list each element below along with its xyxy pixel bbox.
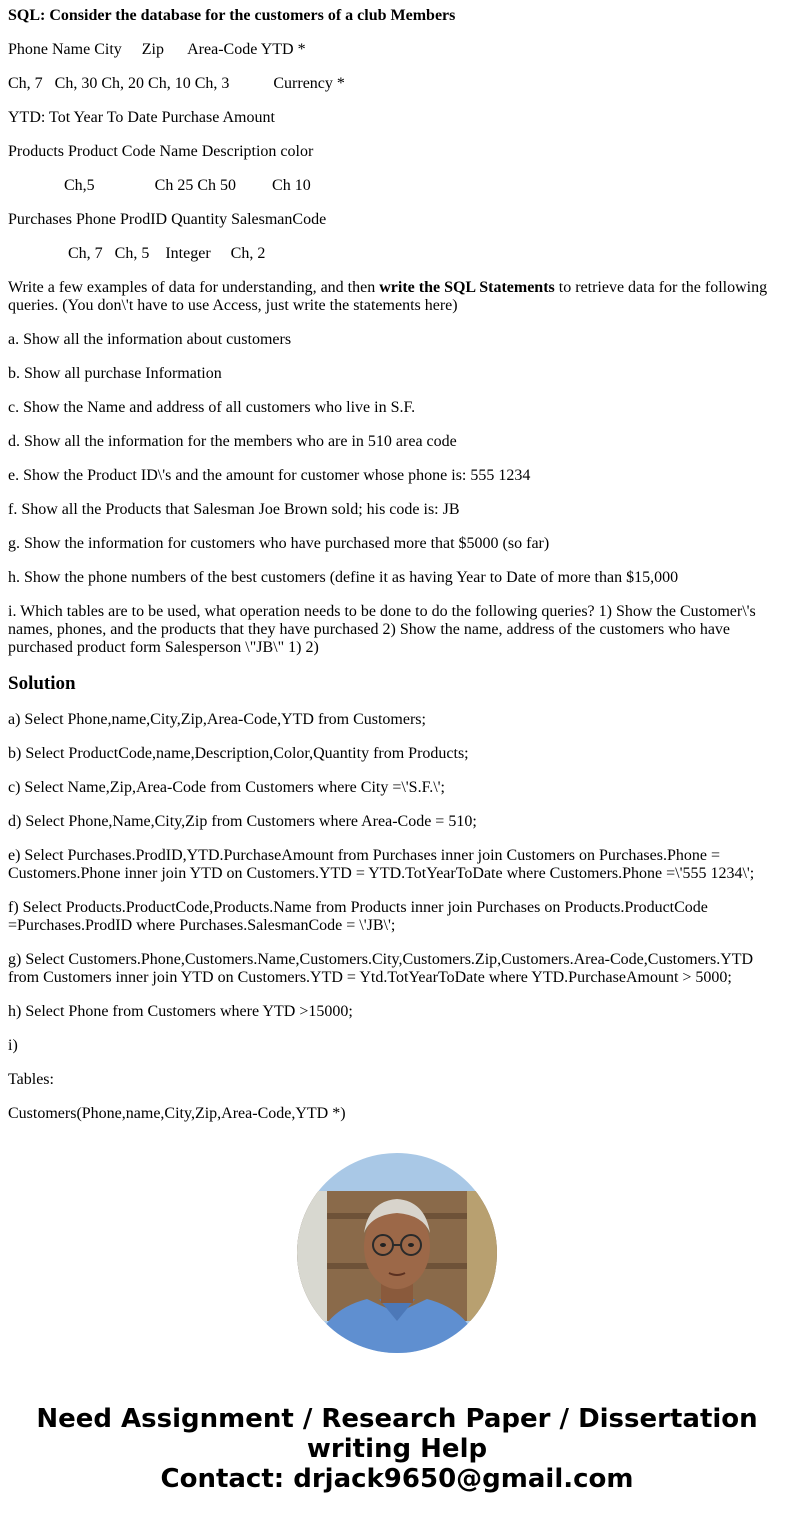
question-item-a: a. Show all the information about customers: [8, 331, 292, 348]
author-photo: [297, 1153, 497, 1353]
document-body: [8, 0, 786, 1122]
promo-line-2: writing Help: [306, 1434, 488, 1464]
question-item-e: e. Show the Product ID\'s and the amount for customer whose phone is: 555 1234: [8, 467, 531, 484]
schema-products-types: Ch,5 Ch 25 Ch 50 Ch 10: [8, 177, 311, 194]
question-item-i: i. Which tables are to be used, what operation needs to be done to do the following queries? 1) Show the Customer\'s names, phones, and the products that they have purchased 2) Show the name, address of the customers who have purchased product form Salesperson \"JB\" 1) 2): [8, 603, 760, 656]
schema-customers-fields: Phone Name City Zip Area-Code YTD *: [8, 41, 306, 58]
solution-line-g: g) Select Customers.Phone,Customers.Name,Customers.City,Customers.Zip,Customers.Area-Code,Customers.YTD from Customers inner join YTD on Customers.YTD = Ytd.TotYearToDate where YTD.PurchaseAmount > 5000;: [8, 951, 758, 986]
schema-customers-types: Ch, 7 Ch, 30 Ch, 20 Ch, 10 Ch, 3 Currency *: [8, 75, 345, 92]
solution-line-c: c) Select Name,Zip,Area-Code from Customers where City =\'S.F.\';: [8, 779, 445, 796]
question-intro: [8, 279, 786, 315]
question-item-h: h. Show the phone numbers of the best customers (define it as having Year to Date of more than $15,000: [8, 569, 679, 586]
solution-heading: Solution: [8, 673, 76, 694]
schema-products-fields: Products Product Code Name Description color: [8, 143, 314, 160]
promo-footer: [0, 1404, 794, 1494]
question-item-c: c. Show the Name and address of all customers who live in S.F.: [8, 399, 416, 416]
question-item-b: b. Show all purchase Information: [8, 365, 222, 382]
solution-tables-customers: Customers(Phone,name,City,Zip,Area-Code,YTD *): [8, 1105, 346, 1122]
schema-purchases-types: Ch, 7 Ch, 5 Integer Ch, 2: [8, 245, 266, 262]
schema-purchases-fields: Purchases Phone ProdID Quantity SalesmanCode: [8, 211, 327, 228]
promo-contact-line: Contact: drjack9650@gmail.com: [160, 1464, 634, 1494]
intro-text-after: to retrieve data for the following queries. (You don\'t have to use Access, just write the statements here): [8, 279, 772, 314]
author-portrait-image: [297, 1153, 497, 1353]
solution-line-b: b) Select ProductCode,name,Description,Color,Quantity from Products;: [8, 745, 469, 762]
solution-line-h: h) Select Phone from Customers where YTD >15000;: [8, 1003, 353, 1020]
solution-line-e: e) Select Purchases.ProdID,YTD.PurchaseAmount from Purchases inner join Customers on Purchases.Phone = Customers.Phone inner join YTD on Customers.YTD = YTD.TotYearToDate where Customers.Phone =\'555 1234\';: [8, 847, 755, 882]
schema-ytd-definition: YTD: Tot Year To Date Purchase Amount: [8, 109, 275, 126]
question-item-f: f. Show all the Products that Salesman Joe Brown sold; his code is: JB: [8, 501, 460, 518]
question-item-g: g. Show the information for customers who have purchased more that $5000 (so far): [8, 535, 550, 552]
solution-line-d: d) Select Phone,Name,City,Zip from Customers where Area-Code = 510;: [8, 813, 477, 830]
question-item-d: d. Show all the information for the members who are in 510 area code: [8, 433, 457, 450]
solution-line-f: f) Select Products.ProductCode,Products.Name from Products inner join Purchases on Products.ProductCode =Purchases.ProdID where Purchases.SalesmanCode = \'JB\';: [8, 899, 712, 934]
solution-tables-label: Tables:: [8, 1071, 54, 1088]
solution-line-a: a) Select Phone,name,City,Zip,Area-Code,YTD from Customers;: [8, 711, 426, 728]
promo-line-1: Need Assignment / Research Paper / Dissertation: [36, 1404, 758, 1434]
question-title: SQL: Consider the database for the customers of a club Members: [8, 7, 456, 24]
intro-text-before: Write a few examples of data for understanding, and then: [8, 279, 380, 296]
solution-line-i: i): [8, 1037, 18, 1054]
intro-text-bold: write the SQL Statements: [379, 279, 555, 296]
